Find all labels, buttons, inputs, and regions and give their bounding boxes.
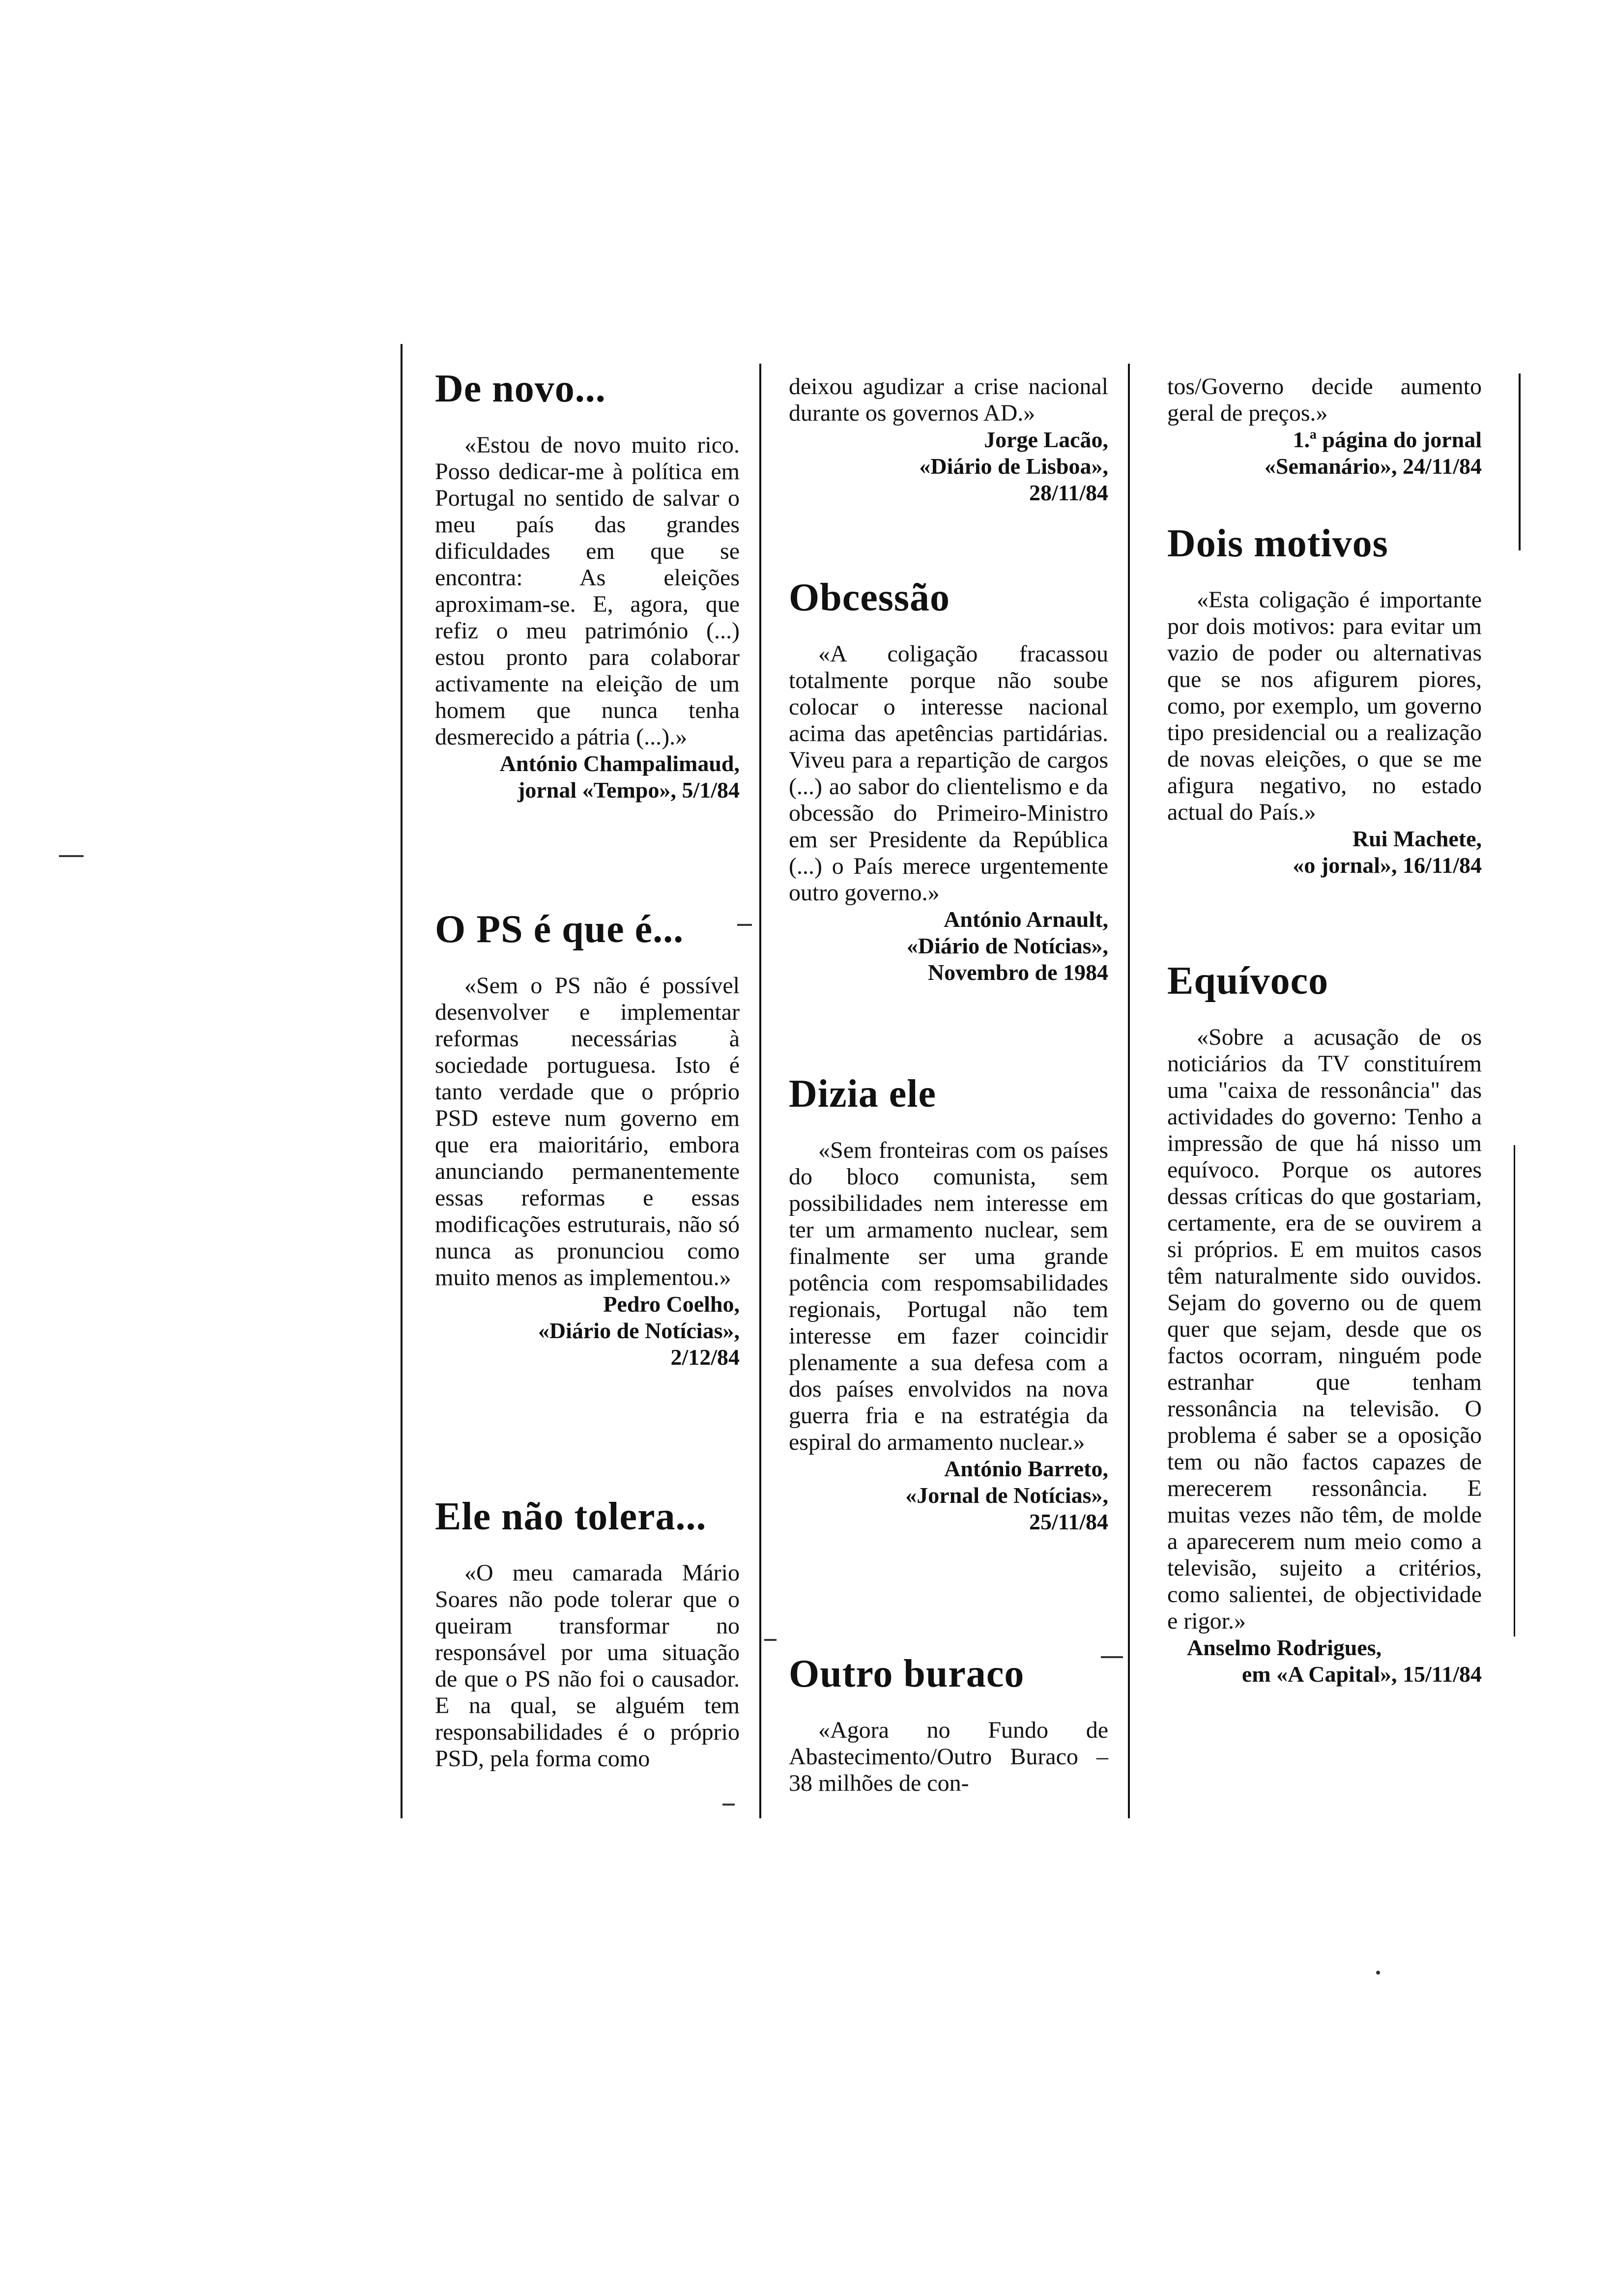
article-quote-continued: tos/Governo decide aumento geral de preços.» [1167,373,1482,426]
article-title: O PS é que é... [435,908,684,951]
article-de-novo [435,366,740,804]
article-date: 25/11/84 [1029,1509,1108,1534]
article-source: «Diário de Lisboa», [919,454,1108,479]
article-title: Ele não tolera... [435,1495,707,1538]
article-author: Jorge Lacão, [984,427,1108,452]
column-rule-center-right [1128,364,1130,1818]
article-quote: «Agora no Fundo de Abastecimento/Outro Buraco – 38 milhões de con- [789,1717,1108,1796]
article-title: Equívoco [1167,959,1329,1003]
article-date: 2/12/84 [670,1345,740,1370]
article-quote: «Sem fronteiras com os países do bloco comunista, sem possibilidades nem interesse em ter um armamento nuclear, sem finalmente ser uma grande potência com respomsabilidades regionais, Portugal não tem interesse em fazer coincidir plenamente a sua defesa com a dos países envolvidos na nova guerra fria e na estratégia da espiral do armamento nuclear.» [789,1137,1108,1455]
article-outro-buraco [789,1651,1108,1797]
article-quote: «O meu camarada Mário Soares não pode tolerar que o queiram transformar no responsável por uma situação de que o PS não foi o causador. E na qual, se alguém tem responsabilidades é o próprio PSD, pela forma como [435,1560,740,1772]
article-author: Pedro Coelho, [603,1292,740,1317]
margin-mark [59,855,84,857]
article-source: em «A Capital», 15/11/84 [1241,1662,1482,1687]
article-date: 28/11/84 [1029,480,1108,505]
article-ele-nao-tolera [435,1494,740,1772]
article-title: Dizia ele [789,1072,936,1116]
article-author: António Barreto, [944,1456,1108,1481]
article-continuation [789,373,1108,506]
article-date: Novembro de 1984 [927,960,1108,985]
article-author: Anselmo Rodrigues, [1187,1635,1382,1660]
article-title: Outro buraco [789,1652,1025,1695]
article-date: «Semanário», 24/11/84 [1264,454,1482,479]
article-quote: «Sobre a acusação de os noticiários da TV constituírem uma "caixa de ressonância" das actividades do governo: Tenho a impressão de que há nisso um equívoco. Porque os autores dessas críticas do que gostariam, certamente, era de se ouvirem a si próprios. E em muitos casos têm naturalmente sido ouvidos. Sejam do governo ou de quem quer que sejam, desde que os factos ocorram, ninguém pode estranhar que tenham ressonância na televisão. O problema é saber se a oposição tem ou não factos capazes de merecerem ressonância. E muitas vezes não têm, de molde a aparecerem num meio como a televisão, sujeito a critérios, como salientei, de objectividade e rigor.» [1167,1024,1482,1634]
column-rule-center-left [759,364,761,1818]
article-quote: «Sem o PS não é possível desenvolver e implementar reformas necessárias à sociedade portuguesa. Isto é tanto verdade que o próprio PSD esteve num governo em que era maioritário, embora anunciando permanentemente essas reformas e essas modificações estruturais, não só nunca as pronunciou como muito menos as implementou.» [435,973,740,1291]
article-o-ps-e-que-e [435,907,740,1371]
article-equivoco [1167,958,1482,1688]
column-mark [722,1804,735,1806]
article-source: «Diário de Notícias», [538,1318,740,1343]
article-source: «o jornal», 16/11/84 [1293,853,1482,878]
page-speck [1376,1971,1380,1975]
column-mark [764,1639,777,1641]
article-author: Rui Machete, [1352,826,1482,851]
column-rule-left [401,344,403,1818]
article-dois-motivos [1167,521,1482,879]
article-quote: «Estou de novo muito rico. Posso dedicar-me à política em Portugal no sentido de salvar o meu país das grandes dificuldades em que se encontra: As eleições aproximam-se. E, agora, que refiz o meu património (...) estou pronto para colaborar activamente na eleição de um homem que nunca tenha desmerecido a pátria (...).» [435,432,740,750]
article-author: António Arnault, [944,907,1108,932]
column-rule-right [1519,373,1521,550]
article-title: De novo... [435,367,606,410]
article-dizia-ele [789,1071,1108,1535]
column-rule-right-lower [1514,1145,1515,1636]
article-source: «Jornal de Notícias», [905,1483,1108,1508]
article-source: «Diário de Notícias», [906,933,1108,958]
article-title: Obcessão [789,576,950,619]
article-title: Dois motivos [1167,522,1388,565]
article-source: jornal «Tempo», 5/1/84 [518,777,740,803]
article-source: 1.ª página do jornal [1293,427,1482,452]
article-quote: «A coligação fracassou totalmente porque não soube colocar o interesse nacional acima das apetências partidárias. Viveu para a repartição de cargos (...) ao sabor do clientelismo e da obcessão do Primeiro-Ministro em ser Presidente da República (...) o País merece urgentemente outro governo.» [789,641,1108,906]
article-quote: «Esta coligação é importante por dois motivos: para evitar um vazio de poder ou alternativas que se nos afigurem piores, como, por exemplo, um governo tipo presidencial ou a realização de novas eleições, o que se me afigura negativo, no estado actual do País.» [1167,587,1482,825]
article-quote-continued: deixou agudizar a crise nacional durante os governos AD.» [789,373,1108,426]
article-continuation [1167,373,1482,480]
article-author: António Champalimaud, [499,751,740,776]
article-obcessao [789,575,1108,986]
